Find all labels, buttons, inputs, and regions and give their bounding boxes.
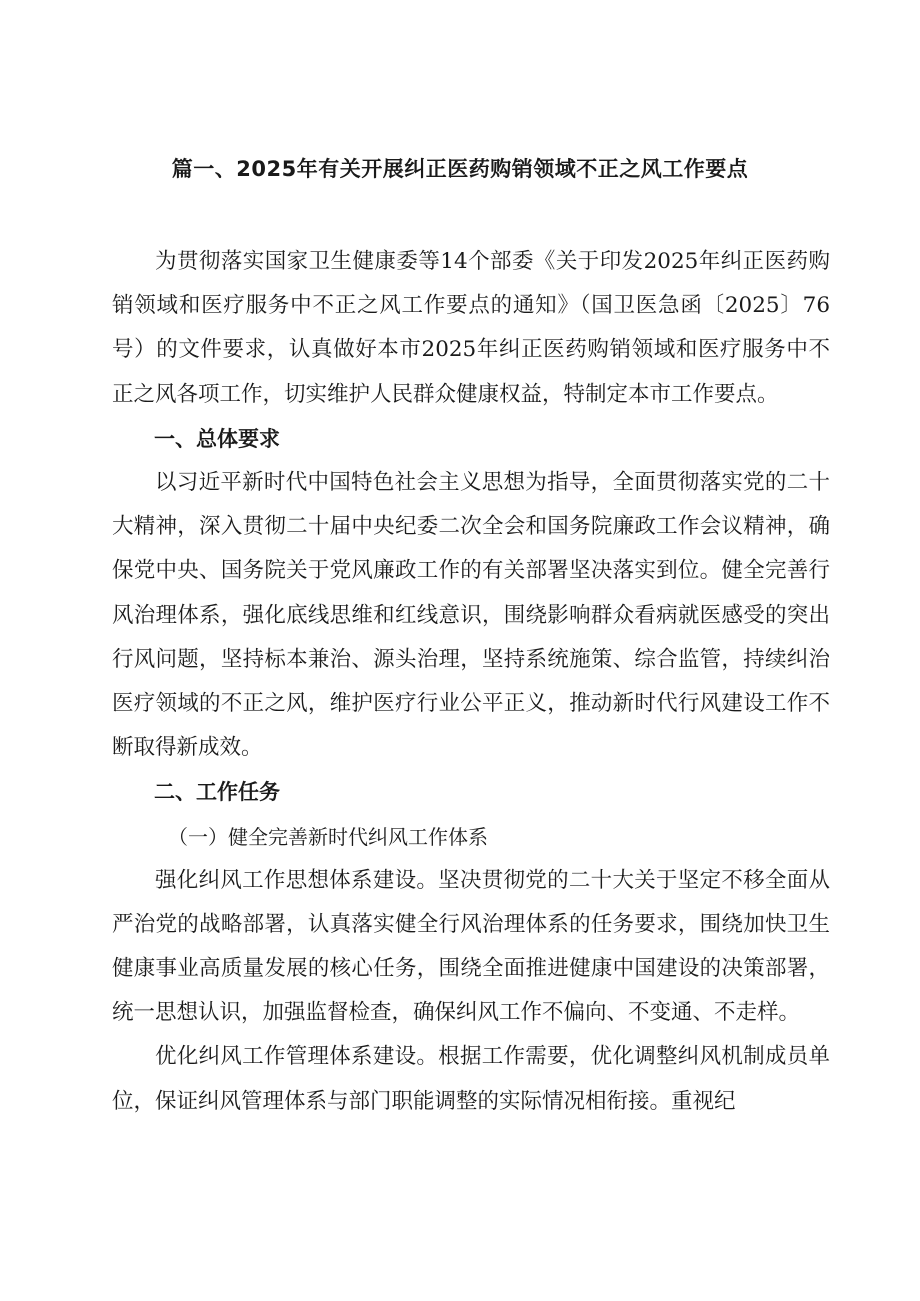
work-tasks-paragraph-1: 强化纠风工作思想体系建设。坚决贯彻党的二十大关于坚定不移全面从严治党的战略部署，认真落实健全行风治理体系的任务要求，围绕加快卫生健康事业高质量发展的核心任务，围绕全面推进健康中国建设的决策部署，统一思想认识，加强监督检查，确保纠风工作不偏向、不变通、不走样。 (112, 867, 830, 1026)
document-title: 篇一、2025年有关开展纠正医药购销领域不正之风工作要点 (171, 157, 749, 181)
subsection-heading-1-text: （一）健全完善新时代纠风工作体系 (168, 824, 488, 849)
work-tasks-paragraph-2: 优化纠风工作管理体系建设。根据工作需要，优化调整纠风机制成员单位，保证纠风管理体系与部门职能调整的实际情况相衔接。重视纪 (112, 1044, 830, 1114)
section-heading-work-tasks: 二、工作任务 (154, 780, 280, 805)
document-body (112, 240, 830, 1124)
section-heading-overall-requirements: 一、总体要求 (154, 426, 280, 451)
intro-paragraph: 为贯彻落实国家卫生健康委等14个部委《关于印发2025年纠正医药购销领域和医疗服务中不正之风工作要点的通知》（国卫医急函〔2025〕76号）的文件要求，认真做好本市2025年纠正医药购销领域和医疗服务中不正之风各项工作，切实维护人民群众健康权益，特制定本市工作要点。 (112, 249, 830, 407)
overall-requirements-paragraph: 以习近平新时代中国特色社会主义思想为指导，全面贯彻落实党的二十大精神，深入贯彻二十届中央纪委二次全会和国务院廉政工作会议精神，确保党中央、国务院关于党风廉政工作的有关部署坚决落实到位。健全完善行风治理体系，强化底线思维和红线意识，围绕影响群众看病就医感受的突出行风问题，坚持标本兼治、源头治理，坚持系统施策、综合监管，持续纠治医疗领域的不正之风，维护医疗行业公平正义，推动新时代行风建设工作不断取得新成效。 (112, 470, 830, 761)
subsection-heading-1 (112, 815, 830, 859)
